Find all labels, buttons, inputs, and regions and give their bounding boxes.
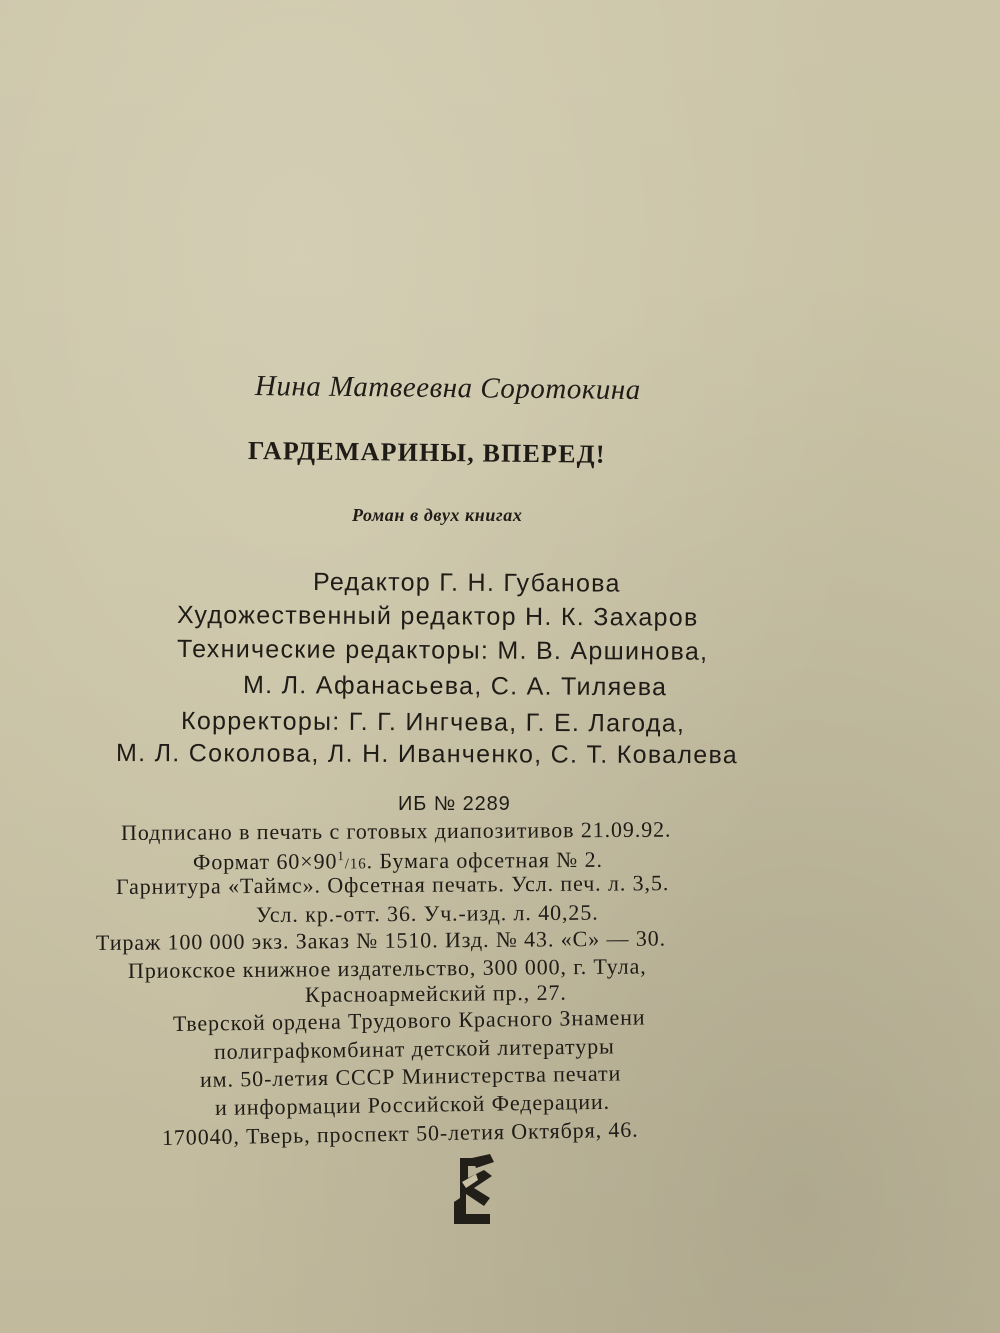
imprint-signed: Подписано в печать с готовых диапозитивов 21.09.92. bbox=[120, 816, 672, 845]
imprint-ib-number: ИБ № 2289 bbox=[398, 793, 511, 815]
book-subtitle: Роман в двух книгах bbox=[352, 505, 523, 525]
imprint-typeface: Гарнитура «Таймс». Офсетная печать. Усл. печ. л. 3,5. bbox=[115, 870, 670, 899]
imprint-publisher: Приокское книжное издательство, 300 000, г. Тула, bbox=[127, 953, 647, 983]
imprint-printer: Тверской ордена Трудового Красного Знамени bbox=[172, 1004, 646, 1036]
imprint-format-prefix: Формат 60×90 bbox=[192, 848, 338, 875]
imprint-format bbox=[193, 847, 603, 873]
credit-correctors-cont: М. Л. Соколова, Л. Н. Иванченко, С. Т. Ковалева bbox=[115, 739, 739, 770]
imprint-printer-address: 170040, Тверь, проспект 50-летия Октября, 46. bbox=[161, 1116, 639, 1150]
imprint-print-run: Тираж 100 000 экз. Заказ № 1510. Изд. № 43. «С» — 30. bbox=[95, 925, 667, 955]
credit-art-editor: Художественный редактор Н. К. Захаров bbox=[176, 601, 699, 632]
imprint-printer-line4: и информации Российской Федерации. bbox=[214, 1088, 611, 1120]
author-name: Нина Матвеевна Соротокина bbox=[254, 370, 641, 407]
credit-tech-editors-cont: М. Л. Афанасьева, С. А. Тиляева bbox=[242, 671, 668, 702]
imprint-printer-line2: полиграфкомбинат детской литературы bbox=[213, 1033, 615, 1064]
imprint-sheets: Усл. кр.-отт. 36. Уч.-изд. л. 40,25. bbox=[255, 899, 599, 927]
imprint-format-sup: 1 bbox=[337, 848, 345, 864]
book-title: ГАРДЕМАРИНЫ, ВПЕРЕД! bbox=[247, 436, 606, 469]
publisher-mark-icon bbox=[446, 1152, 502, 1230]
imprint-format-sub: /16 bbox=[344, 856, 367, 873]
imprint-printer-line3: им. 50-летия СССР Министерства печати bbox=[199, 1060, 622, 1092]
credit-correctors: Корректоры: Г. Г. Ингчева, Г. Е. Лагода, bbox=[180, 707, 686, 738]
credit-editor: Редактор Г. Н. Губанова bbox=[312, 568, 621, 598]
imprint-format-suffix: . Бумага офсетная № 2. bbox=[366, 846, 603, 874]
imprint-publisher-address: Красноармейский пр., 27. bbox=[304, 979, 567, 1007]
credit-tech-editors: Технические редакторы: М. В. Аршинова, bbox=[176, 635, 709, 666]
